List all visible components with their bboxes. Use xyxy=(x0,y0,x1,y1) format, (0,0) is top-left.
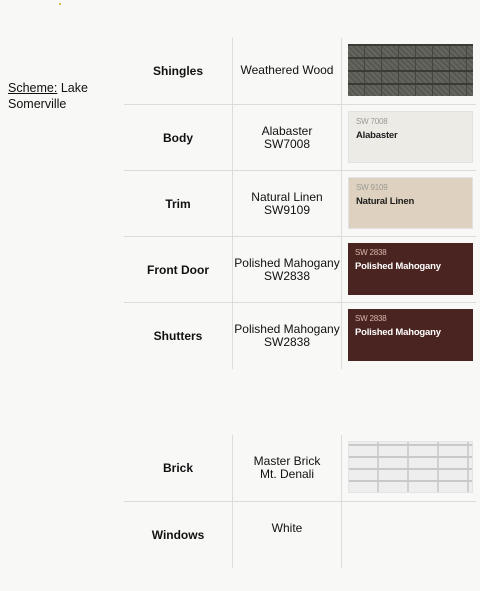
category-label: Body xyxy=(163,131,193,145)
table-row-front-door xyxy=(124,236,476,303)
color-value xyxy=(232,237,342,303)
value-line: SW9109 xyxy=(263,203,311,217)
value-line: White xyxy=(271,521,303,535)
category-label: Shutters xyxy=(153,329,203,343)
category-label: Shingles xyxy=(152,64,203,78)
value-line: SW2838 xyxy=(263,269,311,283)
brick-texture-image xyxy=(348,441,473,493)
color-swatch xyxy=(348,309,473,361)
swatch-name: Alabaster xyxy=(356,130,398,141)
value-line: Polished Mahogany xyxy=(234,321,340,336)
swatch-code: SW 9109 xyxy=(356,183,388,192)
category-label: Front Door xyxy=(147,263,209,277)
value-line: SW2838 xyxy=(263,335,311,349)
table-row-trim xyxy=(124,170,476,237)
value-line: Polished Mahogany xyxy=(234,255,340,270)
scheme-name: Lake Somerville xyxy=(8,81,88,111)
table-row-shingles xyxy=(124,38,476,104)
scheme-label: Scheme: xyxy=(8,81,58,95)
color-value xyxy=(232,105,342,171)
color-swatch xyxy=(348,243,473,295)
decorative-dot xyxy=(59,3,61,5)
value-line: Master Brick xyxy=(253,453,321,468)
category-label: Windows xyxy=(151,528,205,542)
material-value xyxy=(232,38,342,104)
value-line: Weathered Wood xyxy=(240,63,334,78)
swatch-code: SW 7008 xyxy=(356,117,388,126)
value-line: SW7008 xyxy=(263,137,311,151)
swatch-name: Natural Linen xyxy=(356,196,415,207)
table-row-body xyxy=(124,104,476,171)
color-value xyxy=(232,303,342,369)
category-label: Brick xyxy=(162,461,194,475)
value-line: Natural Linen xyxy=(251,189,323,204)
color-value xyxy=(232,502,342,568)
value-line: Alabaster xyxy=(261,123,313,138)
table-row-brick xyxy=(124,435,476,501)
color-value xyxy=(232,171,342,237)
value-line: Mt. Denali xyxy=(259,467,315,481)
table-row-shutters xyxy=(124,302,476,369)
category-label: Trim xyxy=(165,197,191,211)
swatch-name: Polished Mahogany xyxy=(355,327,441,338)
color-swatch xyxy=(348,111,473,163)
color-swatch xyxy=(348,177,473,229)
scheme-title xyxy=(8,80,118,112)
swatch-code: SW 2838 xyxy=(355,314,387,323)
swatch-name: Polished Mahogany xyxy=(355,261,441,272)
material-value xyxy=(232,435,342,501)
shingle-texture-image xyxy=(348,44,473,96)
table-row-windows xyxy=(124,501,476,568)
swatch-code: SW 2838 xyxy=(355,248,387,257)
